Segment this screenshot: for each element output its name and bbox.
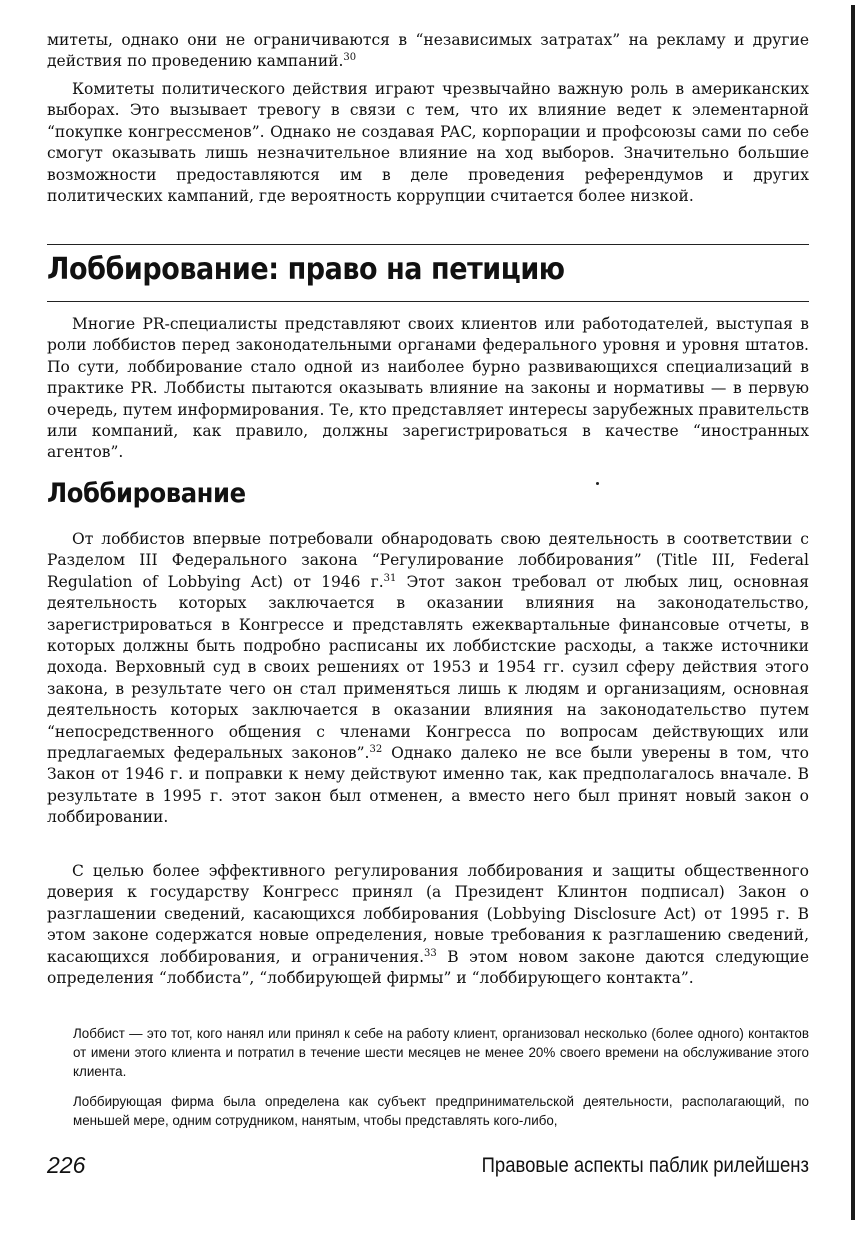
definition-lobbyist: Лоббист — это тот, кого нанял или принял к себе на работу клиент, организовал несколько (более одного) контактов от имени этого клиента и потратил в течение шести месяцев не менее 20% своего времени на обслуживание этого клиента. (73, 1026, 809, 1079)
page-edge-shadow (851, 5, 855, 1220)
pr-paragraph: Многие PR-специалисты представляют своих клиентов или работодателей, выступая в роли лоббистов перед законодательными органами федерального уровня и уровня штатов. По сути, лоббирование стало одной из наиболее бурно развивающихся специализаций в практике PR. Лоббисты пытаются оказывать влияние на законы и нормативы — в первую очередь, путем информирования. Те, кто представляет интересы зарубежных правительств или компаний, как правило, должны зарегистрироваться в качестве “иностранных агентов”. (47, 315, 809, 462)
footnote-ref-32: 32 (369, 744, 383, 756)
heading-bottom-rule (47, 301, 809, 302)
disclosure-paragraph (47, 861, 809, 989)
history-text-2: Этот закон требовал от любых лиц, основная деятельность которых заключается в оказании влияния на законодательство, зарегистрироваться в Конгрессе и представлять ежеквартальные финансовые отчеты, в которых должны быть подробно расписаны их лоббистские расходы, а также источники дохода. Верховный суд в своих решениях от 1953 и 1954 гг. сузил сферу действия этого закона, в результате чего он стал применяться лишь к людям и организациям, основная деятельность которых заключается в оказании влияния на законодательство путем “непосредственного общения с членами Конгресса по вопросам действующих или предлагаемых федеральных законов”. (47, 572, 809, 763)
footnote-ref-31: 31 (383, 572, 397, 584)
subsection-heading: Лоббирование (47, 478, 246, 509)
heading-top-rule (47, 244, 809, 245)
disclosure-text-1: С целью более эффективного регулирования лоббирования и защиты общественного доверия к государству Конгресс принял (а Президент Клинтон подписал) Закон о разглашении сведений, касающихся лоббирования (Lobbying Disclosure Act) от 1995 г. В этом законе содержатся новые определения, новые требования к разглашению сведений, касающихся лоббирования, и ограничения. (47, 862, 809, 966)
footnote-ref-33: 33 (424, 947, 437, 959)
pac-paragraph: Комитеты политического действия играют чрезвычайно важную роль в американских выборах. Это вызывает тревогу в связи с тем, что их влияние ведет к элементарной “покупке конгрессменов”. Однако не создавая PAC, корпорации и профсоюзы сами по себе смогут оказывать лишь незначительное влияние на ход выборов. Значительно большие возможности предоставляются им в деле проведения референдумов и других политических кампаний, где вероятность коррупции считается более низкой. (47, 80, 809, 206)
footnote-ref-30: 30 (343, 52, 357, 64)
history-paragraph (47, 529, 809, 829)
stray-dot (596, 482, 599, 485)
disclosure-text-2: В этом новом законе даются следующие определения “лоббиста”, “лоббирующей фирмы” и “лоббирующего контакта”. (47, 947, 809, 988)
intro-paragraph (47, 30, 809, 73)
running-footer-title: Правовые аспекты паблик рилейшенз (481, 1154, 809, 1177)
history-text-1: От лоббистов впервые потребовали обнародовать свою деятельность в соответствии с Разделом III Федерального закона “Регулирование лоббирования” (Title III, Federal Regulation of Lobbying Act) от 1946 г. (47, 530, 809, 591)
section-heading: Лоббирование: право на петицию (47, 252, 565, 287)
definition-lobbying-firm: Лоббирующая фирма была определена как субъект предпринимательской деятельности, располагающий, по меньшей мере, одним сотрудником, нанятым, чтобы представлять кого-либо, (73, 1094, 809, 1128)
history-text-3: Однако далеко не все были уверены в том, что Закон от 1946 г. и поправки к нему действуют именно так, как предполагалось вначале. В результате в 1995 г. этот закон был отменен, а вместо него был принят новый закон о лоббировании. (47, 744, 809, 827)
page-number: 226 (47, 1152, 86, 1178)
intro-text: митеты, однако они не ограничиваются в “независимых затратах” на рекламу и другие действия по проведению кампаний. (47, 31, 809, 71)
